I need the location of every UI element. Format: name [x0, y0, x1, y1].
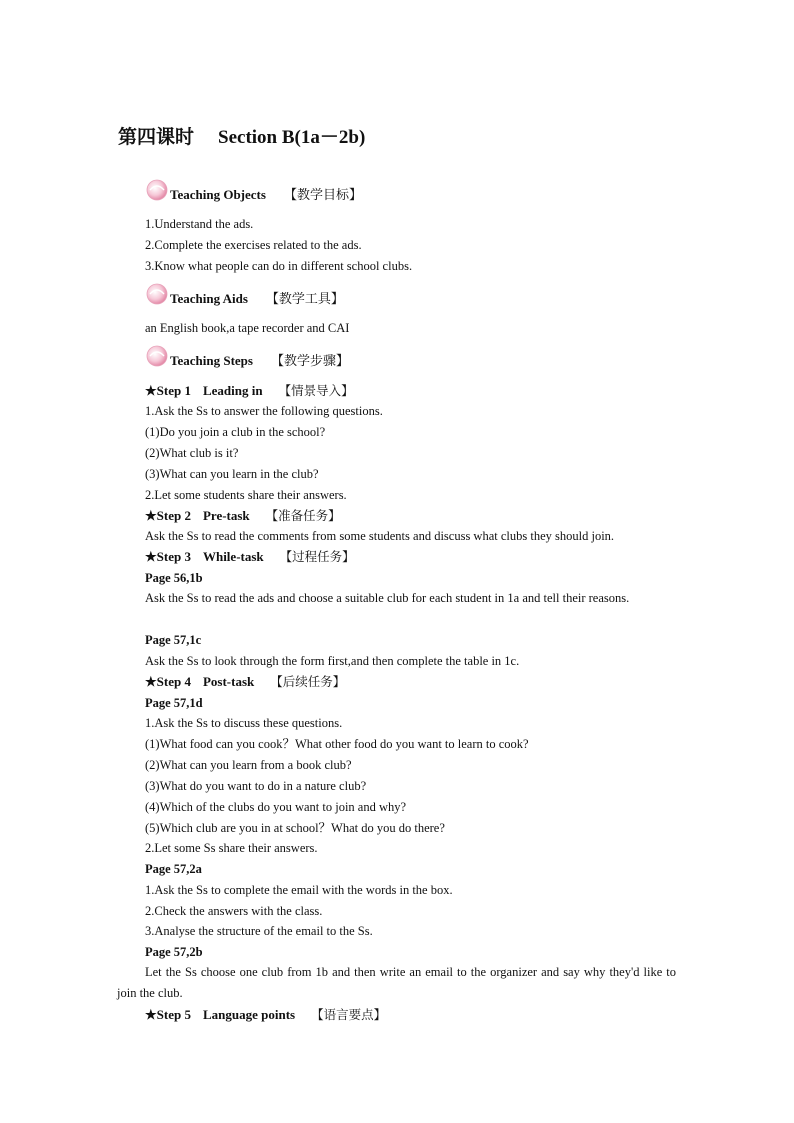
step1-num: ★Step 1 — [145, 383, 191, 398]
step4-line: (1)What food can you cook？What other food do you want to learn to cook? — [145, 737, 529, 751]
step4-line: (5)Which club are you in at school？What do you do there? — [145, 821, 445, 835]
step5-heading — [145, 1007, 386, 1023]
step4-name: Post-task — [202, 674, 255, 689]
step5-num: ★Step 5 — [145, 1007, 191, 1022]
aids-label: Teaching Aids — [170, 291, 248, 306]
aids-text: an English book,a tape recorder and CAI — [145, 321, 350, 335]
step3-heading — [145, 549, 355, 565]
step3-num: ★Step 3 — [145, 549, 191, 564]
step4-heading — [145, 674, 345, 690]
objectives-cn: 【教学目标】 — [283, 188, 362, 203]
step4-num: ★Step 4 — [145, 674, 191, 689]
step5-name: Language points — [202, 1007, 296, 1022]
lesson-label: 第四课时 — [118, 127, 195, 148]
step4-line: (3)What do you want to do in a nature club? — [145, 779, 367, 793]
step1-line: 1.Ask the Ss to answer the following questions. — [145, 404, 383, 418]
steps-label: Teaching Steps — [170, 353, 253, 368]
page-ref: Page 57,1d — [145, 696, 203, 710]
section-label: Section B(1a－2b) — [218, 127, 366, 148]
step2-text: Ask the Ss to read the comments from some students and discuss what clubs they should join. — [145, 529, 615, 543]
step2-cn: 【准备任务】 — [265, 508, 341, 523]
flower-bullet-icon — [145, 344, 169, 368]
step2-heading — [145, 508, 341, 524]
step2-name: Pre-task — [202, 508, 250, 523]
page-ref: Page 57,2a — [145, 862, 202, 876]
page-title — [118, 122, 365, 149]
step3-name: While-task — [202, 549, 264, 564]
flower-bullet-icon — [145, 178, 169, 202]
objective-item: 3.Know what people can do in different school clubs. — [145, 259, 413, 273]
objectives-heading — [145, 177, 362, 203]
step4-line: 2.Check the answers with the class. — [145, 904, 323, 918]
step3-text: Ask the Ss to look through the form first,and then complete the table in 1c. — [145, 654, 520, 668]
aids-cn: 【教学工具】 — [265, 292, 344, 307]
step5-cn: 【语言要点】 — [311, 1007, 387, 1022]
step4-line: 1.Ask the Ss to discuss these questions. — [145, 716, 343, 730]
step4-line: 1.Ask the Ss to complete the email with the words in the box. — [145, 883, 453, 897]
flower-bullet-icon — [145, 282, 169, 306]
step2-num: ★Step 2 — [145, 508, 191, 523]
step4-line: (4)Which of the clubs do you want to join and why? — [145, 800, 407, 814]
objective-item: 2.Complete the exercises related to the ads. — [145, 238, 362, 252]
step4-line: (2)What can you learn from a book club? — [145, 758, 352, 772]
page-ref: Page 56,1b — [145, 571, 203, 585]
step3-cn: 【过程任务】 — [279, 549, 355, 564]
step4-line: 2.Let some Ss share their answers. — [145, 841, 318, 855]
aids-heading — [145, 281, 344, 307]
step3-paragraph: Ask the Ss to read the ads and choose a suitable club for each student in 1a and tell their reasons. — [145, 591, 630, 605]
step1-line: (1)Do you join a club in the school? — [145, 425, 326, 439]
step4-paragraph: Let the Ss choose one club from 1b and then write an email to the organizer and say why they'd like to join the club. — [117, 965, 676, 1000]
objectives-label: Teaching Objects — [170, 187, 266, 202]
page-ref: Page 57,1c — [145, 633, 202, 647]
step4-line: 3.Analyse the structure of the email to the Ss. — [145, 924, 373, 938]
step1-name: Leading in — [202, 383, 263, 398]
step1-heading — [145, 383, 354, 399]
steps-heading — [145, 343, 349, 369]
step1-line: (3)What can you learn in the club? — [145, 467, 319, 481]
page-ref: Page 57,2b — [145, 945, 203, 959]
step1-line: 2.Let some students share their answers. — [145, 488, 347, 502]
step1-line: (2)What club is it? — [145, 446, 239, 460]
objective-item: 1.Understand the ads. — [145, 217, 254, 231]
steps-cn: 【教学步骤】 — [270, 354, 349, 369]
step1-cn: 【情景导入】 — [278, 383, 354, 398]
step4-cn: 【后续任务】 — [270, 674, 346, 689]
